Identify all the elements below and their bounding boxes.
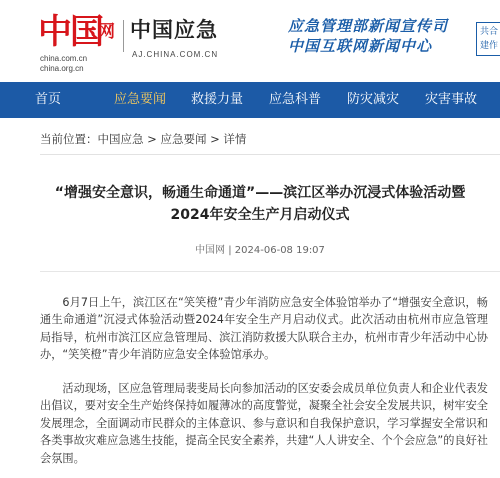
china-yingji-logo[interactable] xyxy=(130,14,226,64)
nav-item-home[interactable]: 首页 xyxy=(34,92,61,107)
meta-separator: | xyxy=(225,245,235,256)
cooperation-stamp: 共合 建作 xyxy=(476,22,500,56)
article-title-line-2: 2024年安全生产月启动仪式 xyxy=(170,207,350,223)
breadcrumb-link-emergency-news[interactable]: 应急要闻 xyxy=(160,132,207,146)
article-source: 中国网 xyxy=(195,245,226,256)
meta-divider xyxy=(40,271,500,272)
logo-china-url: china.com.cn china.org.cn xyxy=(40,54,88,73)
breadcrumb-link-china-yingji[interactable]: 中国应急 xyxy=(97,132,144,146)
article-date: 2024-06-08 19:07 xyxy=(234,245,325,256)
breadcrumb xyxy=(40,130,246,148)
nav-item-emergency-news[interactable]: 应急要闻 xyxy=(113,92,166,107)
nav-item-rescue-forces[interactable]: 救援力量 xyxy=(190,92,243,107)
article-paragraph-1: 6月7日上午，滨江区在“笑笑橙”青少年消防应急安全体验馆举办了“增强安全意识，畅通生命通道”沉浸式体验活动暨2024年安全生产月启动仪式。此次活动由杭州市应急管理局指导，杭州市滨江区应急管理局、滨江消防救援大队联合主办，杭州市青少年活动中心协办，“笑笑橙”青少年消防应急安全体验馆承办。 xyxy=(40,296,488,362)
header-slogan xyxy=(288,16,478,60)
logo-china-chars: 中国 xyxy=(38,12,102,52)
logo-divider xyxy=(123,20,124,52)
logo-china-wang: 网 xyxy=(98,22,115,42)
main-nav xyxy=(0,82,500,118)
nav-item-emergency-science[interactable]: 应急科普 xyxy=(268,92,321,107)
article-paragraph-2: 活动现场，区应急管理局裴斐局长向参加活动的区安委会成员单位负责人和企业代表发出倡议，要对安全生产始终保持如履薄冰的高度警觉，凝聚全社会安全发展共识，树牢安全发展理念，全面调动市民群众的主体意识、参与意识和自我保护意识，学习掌握安全常识和各类事故灾难应急逃生技能，提高全民安全素养，共建“人人讲安全、个个会应急”的良好社会氛围。 xyxy=(40,382,488,465)
breadcrumb-current: 详情 xyxy=(223,132,247,146)
slogan-line-2: 中国互联网新闻中心 xyxy=(288,37,433,55)
breadcrumb-separator: > xyxy=(206,132,224,146)
logo-yingji-title: 中国应急 xyxy=(130,17,218,42)
article-title-line-1: “增强安全意识，畅通生命通道”——滨江区举办沉浸式体验活动暨 xyxy=(54,185,466,201)
nav-item-disaster-prevention[interactable]: 防灾减灾 xyxy=(346,92,399,107)
article-title xyxy=(40,182,480,226)
article-meta xyxy=(40,244,480,258)
breadcrumb-prefix: 当前位置： xyxy=(40,132,98,146)
site-header xyxy=(0,0,500,82)
logo-yingji-url: AJ.CHINA.COM.CN xyxy=(132,50,219,59)
breadcrumb-divider xyxy=(40,154,500,155)
slogan-line-1: 应急管理部新闻宣传司 xyxy=(288,17,449,35)
breadcrumb-separator: > xyxy=(143,132,161,146)
nav-item-disaster-accidents[interactable]: 灾害事故 xyxy=(424,92,477,107)
china-com-cn-logo[interactable] xyxy=(38,10,120,73)
